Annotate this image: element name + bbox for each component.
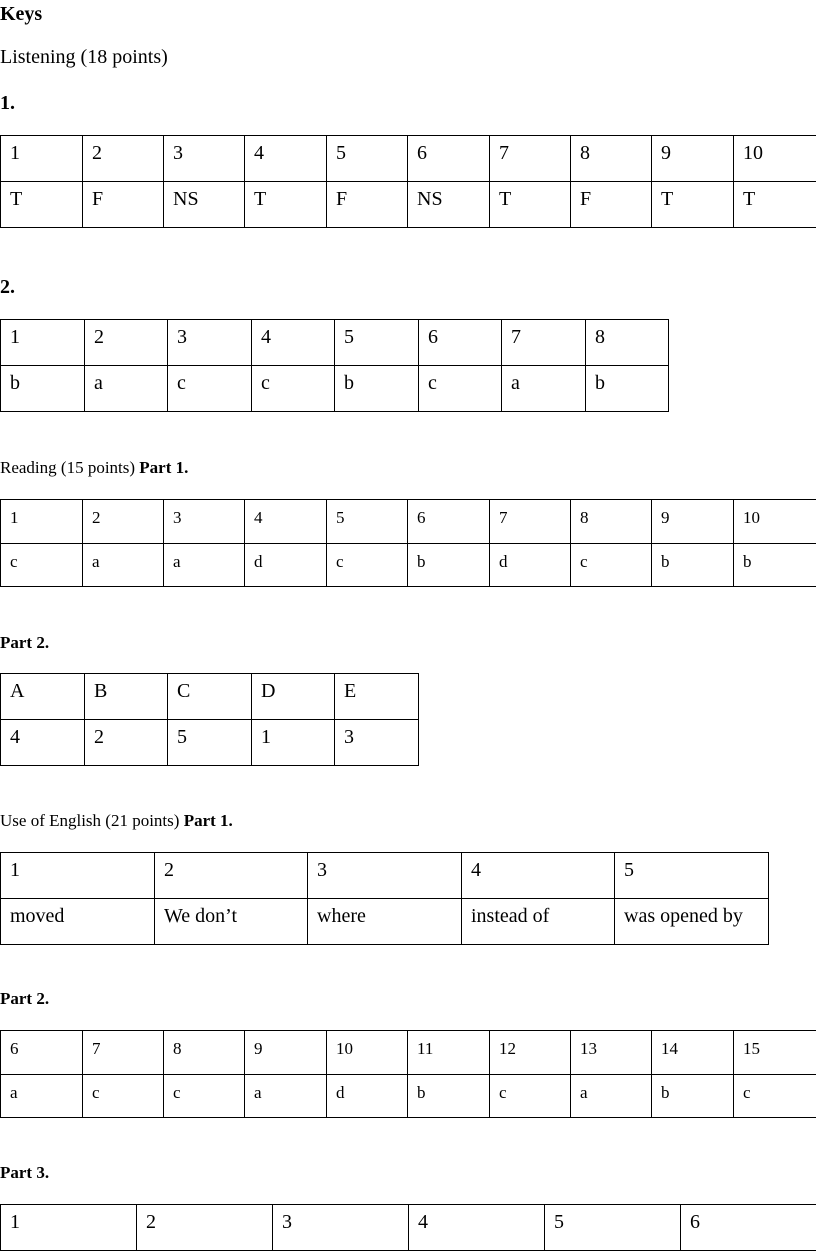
header-cell: 6 <box>1 1031 83 1075</box>
header-cell: 8 <box>571 136 652 182</box>
answer-cell: F <box>327 182 408 228</box>
header-cell: 1 <box>1 136 83 182</box>
header-cell: E <box>335 674 419 720</box>
answer-cell: c <box>83 1075 164 1118</box>
header-cell: 14 <box>652 1031 734 1075</box>
header-cell: 3 <box>164 136 245 182</box>
header-cell: 5 <box>327 500 408 544</box>
answer-cell: a <box>85 366 168 412</box>
use-of-english-part1-table <box>0 852 769 945</box>
answer-cell: T <box>490 182 571 228</box>
header-cell: 6 <box>681 1205 816 1251</box>
reading-part2-table <box>0 673 419 766</box>
answer-cell: 1 <box>252 720 335 766</box>
listening-part2-label: 2. <box>0 276 15 298</box>
answer-cell: b <box>586 366 669 412</box>
header-cell: 1 <box>1 1205 137 1251</box>
header-cell: 4 <box>462 853 615 899</box>
header-cell: 7 <box>502 320 586 366</box>
header-cell: 9 <box>652 500 734 544</box>
listening-heading: Listening (18 points) <box>0 46 168 68</box>
header-cell: 7 <box>490 500 571 544</box>
header-cell: B <box>85 674 168 720</box>
header-cell: 6 <box>408 136 490 182</box>
header-cell: 5 <box>615 853 769 899</box>
use-of-english-part2-label: Part 2. <box>0 989 50 1008</box>
answer-cell: instead of <box>462 899 615 945</box>
listening-part2-table <box>0 319 669 412</box>
answer-cell: a <box>571 1075 652 1118</box>
header-cell: 1 <box>1 500 83 544</box>
answer-cell: a <box>245 1075 327 1118</box>
answer-cell: c <box>168 366 252 412</box>
header-cell: 15 <box>734 1031 816 1075</box>
use-of-english-part3-label: Part 3. <box>0 1163 50 1182</box>
header-cell: 10 <box>734 500 816 544</box>
use-of-english-part1-label: Part 1. <box>183 811 233 830</box>
use-of-english-heading: Use of English (21 points) <box>0 811 180 830</box>
reading-heading-line <box>0 459 188 476</box>
header-cell: 10 <box>734 136 816 182</box>
reading-part1-table <box>0 499 816 587</box>
header-cell: 3 <box>308 853 462 899</box>
header-cell: 2 <box>137 1205 273 1251</box>
answer-cell: 3 <box>335 720 419 766</box>
header-cell: 4 <box>245 500 327 544</box>
answer-cell: b <box>734 544 816 587</box>
header-cell: 9 <box>245 1031 327 1075</box>
header-cell: 8 <box>586 320 669 366</box>
answer-cell: c <box>252 366 335 412</box>
answer-cell: 5 <box>168 720 252 766</box>
header-cell: 2 <box>83 136 164 182</box>
answer-cell: NS <box>164 182 245 228</box>
header-cell: 6 <box>408 500 490 544</box>
answer-cell: T <box>652 182 734 228</box>
answer-cell: c <box>164 1075 245 1118</box>
answer-cell: T <box>734 182 816 228</box>
header-cell: 9 <box>652 136 734 182</box>
answer-cell: c <box>734 1075 816 1118</box>
use-of-english-part3-table <box>0 1204 816 1251</box>
header-cell: 4 <box>252 320 335 366</box>
header-cell: 10 <box>327 1031 408 1075</box>
answer-cell: d <box>327 1075 408 1118</box>
reading-heading: Reading (15 points) <box>0 458 136 477</box>
answer-cell: c <box>490 1075 571 1118</box>
use-of-english-heading-line <box>0 812 233 829</box>
answer-cell: was opened by <box>615 899 769 945</box>
answer-cell: b <box>652 544 734 587</box>
page-title: Keys <box>0 3 43 25</box>
answer-cell: c <box>1 544 83 587</box>
header-cell: 12 <box>490 1031 571 1075</box>
listening-part1-label: 1. <box>0 92 15 114</box>
answer-cell: b <box>408 544 490 587</box>
answer-cell: b <box>335 366 419 412</box>
reading-part1-label: Part 1. <box>139 458 189 477</box>
header-cell: 8 <box>571 500 652 544</box>
answer-cell: T <box>1 182 83 228</box>
answer-cell: F <box>571 182 652 228</box>
answer-cell: d <box>490 544 571 587</box>
answer-cell: moved <box>1 899 155 945</box>
header-cell: 5 <box>327 136 408 182</box>
answer-cell: 4 <box>1 720 85 766</box>
answer-cell: a <box>83 544 164 587</box>
header-cell: 11 <box>408 1031 490 1075</box>
listening-part1-table <box>0 135 816 228</box>
answer-cell: NS <box>408 182 490 228</box>
header-cell: 3 <box>164 500 245 544</box>
header-cell: 7 <box>490 136 571 182</box>
answer-cell: a <box>164 544 245 587</box>
header-cell: 5 <box>545 1205 681 1251</box>
answer-cell: b <box>408 1075 490 1118</box>
answer-cell: b <box>1 366 85 412</box>
answer-cell: 2 <box>85 720 168 766</box>
header-cell: 2 <box>83 500 164 544</box>
header-cell: 4 <box>245 136 327 182</box>
use-of-english-part2-table <box>0 1030 816 1118</box>
header-cell: 6 <box>419 320 502 366</box>
answer-cell: a <box>502 366 586 412</box>
header-cell: 3 <box>168 320 252 366</box>
header-cell: 2 <box>85 320 168 366</box>
header-cell: 7 <box>83 1031 164 1075</box>
header-cell: 8 <box>164 1031 245 1075</box>
answer-cell: T <box>245 182 327 228</box>
header-cell: 2 <box>155 853 308 899</box>
answer-cell: where <box>308 899 462 945</box>
header-cell: C <box>168 674 252 720</box>
header-cell: 13 <box>571 1031 652 1075</box>
answer-cell: F <box>83 182 164 228</box>
header-cell: D <box>252 674 335 720</box>
answer-cell: d <box>245 544 327 587</box>
answer-cell: a <box>1 1075 83 1118</box>
header-cell: 4 <box>409 1205 545 1251</box>
header-cell: 1 <box>1 853 155 899</box>
answer-cell: c <box>327 544 408 587</box>
header-cell: 5 <box>335 320 419 366</box>
answer-cell: b <box>652 1075 734 1118</box>
header-cell: 3 <box>273 1205 409 1251</box>
header-cell: A <box>1 674 85 720</box>
reading-part2-label: Part 2. <box>0 633 50 652</box>
answer-cell: c <box>419 366 502 412</box>
answer-cell: We don’t <box>155 899 308 945</box>
header-cell: 1 <box>1 320 85 366</box>
answer-cell: c <box>571 544 652 587</box>
